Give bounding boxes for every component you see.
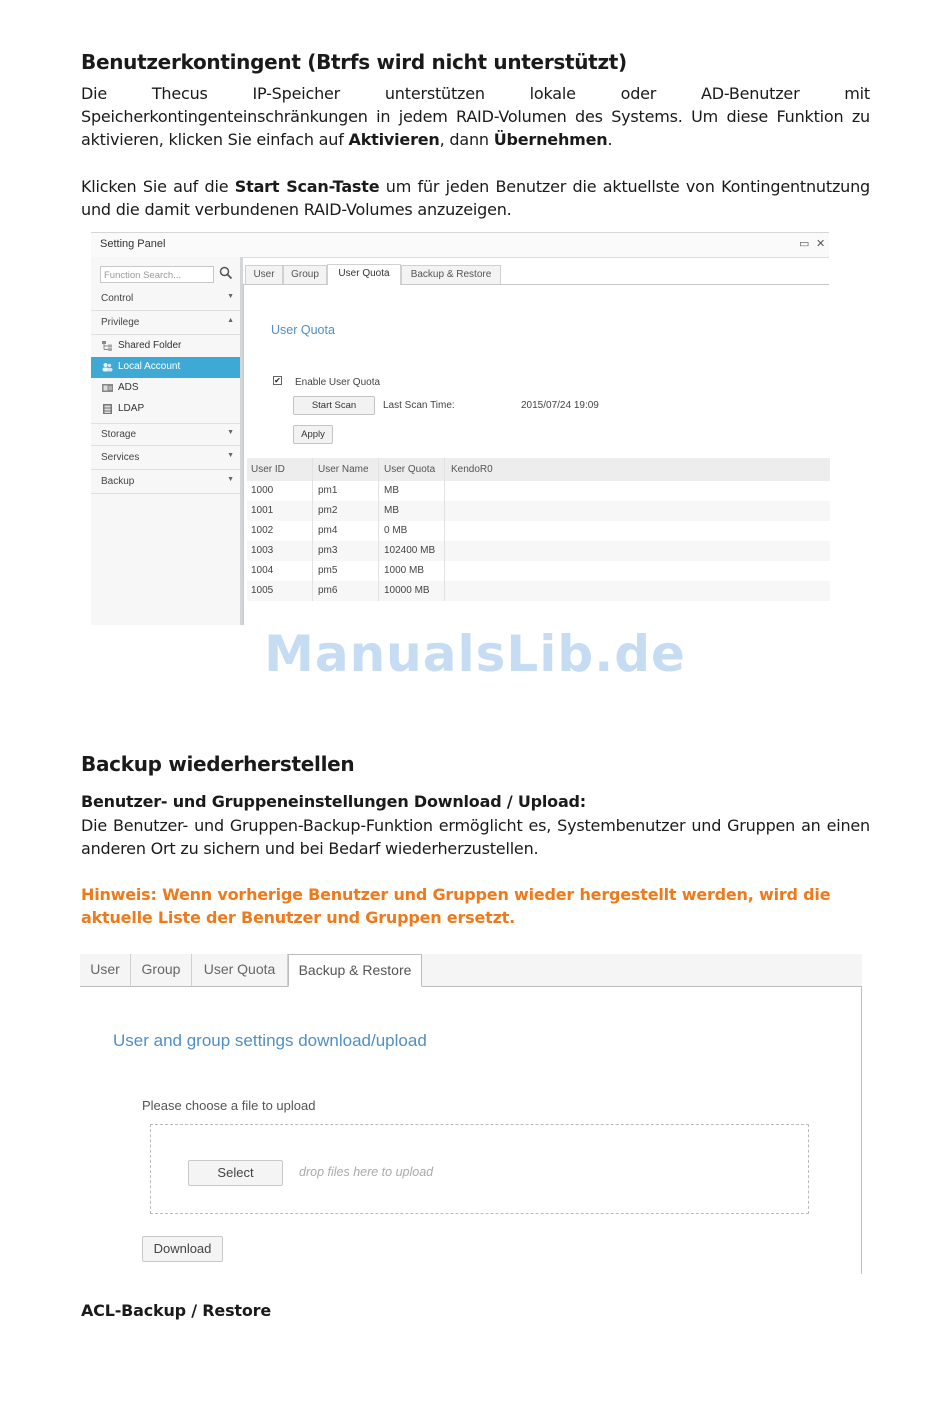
window-titlebar [91,233,829,258]
tab-user-quota[interactable]: User Quota [192,954,288,986]
table-row[interactable]: 1003 pm3 102400 MB [247,541,830,561]
column-divider [444,458,445,601]
column-header-kendor0[interactable]: KendoR0 [451,464,493,475]
column-divider [378,458,379,601]
users-icon [102,362,113,372]
section-heading-backup-restore: Backup wiederherstellen [81,752,355,776]
window-title: Setting Panel [100,238,166,250]
section-heading-acl-backup: ACL-Backup / Restore [81,1301,271,1320]
enable-user-quota-checkbox[interactable]: ✔ [274,376,281,385]
sidebar-item-ads[interactable]: ADS [91,378,240,399]
column-header-user-name[interactable]: User Name [318,464,369,475]
sidebar-category-control[interactable]: Control ▼ [91,288,240,311]
paragraph-start-scan: Klicken Sie auf die Start Scan-Taste um für jeden Benutzer die aktuellste von Kontingentnutzung und die damit verbundenen RAID-Volumes anzuzeigen. [81,177,870,219]
section-heading-user-quota: Benutzerkontingent (Btrfs wird nicht unterstützt) [81,50,627,74]
content-heading: User and group settings download/upload [113,1031,427,1050]
column-header-user-id[interactable]: User ID [251,464,285,475]
content-heading: User Quota [271,323,335,337]
choose-file-label: Please choose a file to upload [142,1098,316,1113]
tab-backup-restore[interactable]: Backup & Restore [288,954,422,987]
tab-group[interactable]: Group [283,265,327,284]
chevron-down-icon: ▼ [227,452,234,459]
table-header [247,458,830,481]
tab-user-quota[interactable]: User Quota [327,264,401,285]
folder-tree-icon [102,341,113,351]
chevron-down-icon: ▼ [227,476,234,483]
backup-restore-content [80,986,862,1274]
sidebar-category-backup[interactable]: Backup ▼ [91,471,240,494]
sidebar [91,257,243,625]
backup-restore-screenshot [80,954,862,1274]
sidebar-category-services[interactable]: Services ▼ [91,447,240,470]
column-divider [312,458,313,601]
note-warning: Hinweis: Wenn vorherige Benutzer und Gruppen wieder hergestellt werden, wird die aktuelle Liste der Benutzer und Gruppen ersetzt. [81,885,831,927]
chevron-down-icon: ▼ [227,429,234,436]
tab-user[interactable]: User [245,265,283,284]
download-button[interactable]: Download [142,1236,223,1262]
column-header-user-quota[interactable]: User Quota [384,464,436,475]
watermark: ManualsLib.de [264,625,686,683]
user-quota-content [243,285,830,625]
function-search-input[interactable]: Function Search... [100,266,214,283]
tab-group[interactable]: Group [131,954,192,986]
search-icon[interactable] [219,266,233,280]
tab-bar [80,954,862,987]
maximize-icon[interactable]: ▭ [799,238,810,250]
sidebar-item-ldap[interactable]: LDAP [91,399,240,420]
chevron-up-icon: ▲ [227,317,234,324]
ldap-icon [102,404,113,414]
enable-user-quota-label: Enable User Quota [295,377,381,388]
setting-panel-screenshot [91,232,829,625]
tab-user[interactable]: User [80,954,131,986]
paragraph-user-quota-intro: Die Thecus IP-Speicher unterstützen lokale oder AD-Benutzer mit Speicherkontingenteinschränkungen in jedem RAID-Volumen des Systems. Um diese Funktion zu aktivieren, klicken Sie einfach auf Aktivieren, dann Übernehmen. [81,84,870,149]
last-scan-time-label: Last Scan Time: [383,400,455,411]
last-scan-time-value: 2015/07/24 19:09 [521,400,599,411]
chevron-down-icon: ▼ [227,293,234,300]
select-file-button[interactable]: Select [188,1160,283,1186]
tab-backup-restore[interactable]: Backup & Restore [401,265,501,284]
apply-button[interactable]: Apply [293,425,333,444]
paragraph-backup-function: Die Benutzer- und Gruppen-Backup-Funktion ermöglicht es, Systembenutzer und Gruppen an einen anderen Ort zu sichern und bei Bedarf wiederherzustellen. [81,816,870,858]
table-row[interactable]: 1005 pm6 10000 MB [247,581,830,601]
sidebar-item-shared-folder[interactable]: Shared Folder [91,336,240,357]
drop-hint: drop files here to upload [299,1165,434,1179]
file-drop-zone[interactable] [150,1124,809,1214]
main-panel [243,257,829,625]
table-row[interactable]: 1004 pm5 1000 MB [251,565,425,576]
sidebar-category-privilege[interactable]: Privilege ▲ [91,312,240,335]
table-row[interactable]: 1002 pm4 0 MB [251,525,408,536]
table-row[interactable]: 1000 pm1 MB [251,485,399,496]
subheading-download-upload: Benutzer- und Gruppeneinstellungen Download / Upload: [81,792,587,811]
tab-bar [243,262,829,285]
ads-icon [102,383,113,393]
table-row[interactable]: 1001 pm2 MB [247,501,830,521]
start-scan-button[interactable]: Start Scan [293,396,375,415]
close-icon[interactable]: ✕ [816,238,826,250]
sidebar-category-storage[interactable]: Storage ▼ [91,423,240,446]
sidebar-item-local-account[interactable]: Local Account [91,357,240,378]
